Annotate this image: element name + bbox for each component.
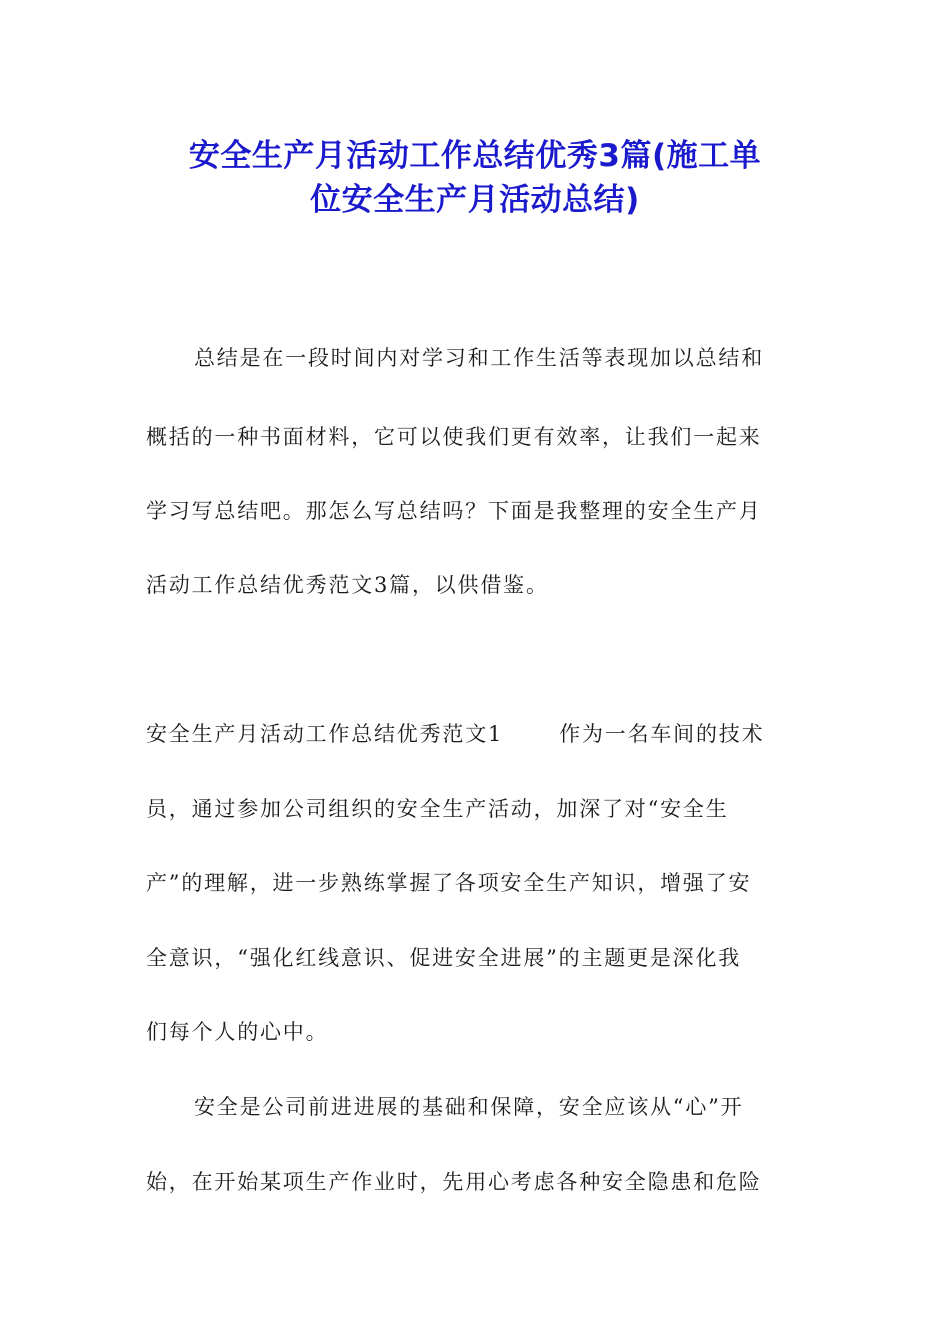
- section1-line-5: 们每个人的心中。: [146, 1020, 329, 1044]
- section1-line-4: 全意识，“强化红线意识、促进安全进展”的主题更是深化我: [146, 946, 742, 970]
- section1-line-1: 作为一名车间的技术: [559, 722, 765, 746]
- section1-first-line: [146, 720, 806, 748]
- intro-line-4: 活动工作总结优秀范文3篇，以供借鉴。: [146, 573, 549, 597]
- para2-line-2: 始，在开始某项生产作业时，先用心考虑各种安全隐患和危险: [146, 1170, 762, 1194]
- document-title-line-2: 位安全生产月活动总结): [310, 182, 640, 218]
- intro-line-2: 概括的一种书面材料，它可以使我们更有效率，让我们一起来: [146, 425, 762, 449]
- section1-line-2: 员，通过参加公司组织的安全生产活动，加深了对“安全生: [146, 797, 729, 821]
- section1-heading: 安全生产月活动工作总结优秀范文1: [146, 722, 504, 746]
- intro-line-1: 总结是在一段时间内对学习和工作生活等表现加以总结和: [194, 346, 764, 370]
- document-title-line-1: 安全生产月活动工作总结优秀3篇(施工单: [188, 138, 762, 174]
- section1-line-3: 产”的理解，进一步熟练掌握了各项安全生产知识，增强了安: [146, 871, 752, 895]
- intro-line-3: 学习写总结吧。那怎么写总结吗？下面是我整理的安全生产月: [146, 499, 762, 523]
- para2-line-1: 安全是公司前进进展的基础和保障，安全应该从“心”开: [194, 1095, 744, 1119]
